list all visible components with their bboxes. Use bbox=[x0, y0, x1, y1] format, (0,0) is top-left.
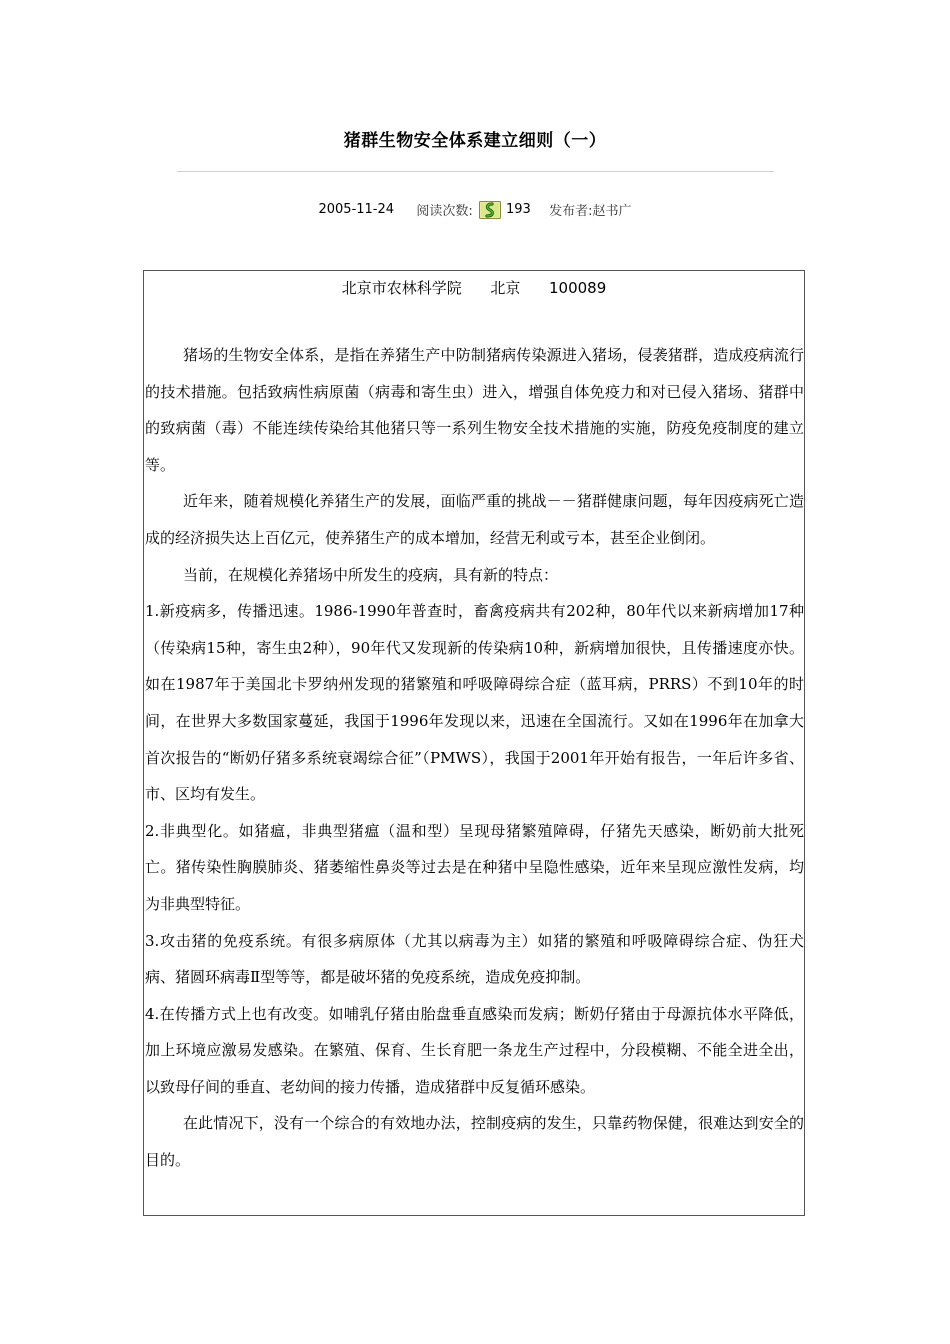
article-content-box bbox=[143, 270, 805, 1216]
reads-label: 阅读次数: bbox=[416, 204, 473, 219]
paragraph-features-lead: 当前，在规模化养猪场中所发生的疫病，具有新的特点： bbox=[183, 565, 559, 584]
reads-counter-icon bbox=[479, 201, 501, 219]
paragraph-feature-4: 4.在传播方式上也有改变。如哺乳仔猪由胎盘垂直感染而发病；断奶仔猪由于母源抗体水平降低，加上环境应激易发感染。在繁殖、保育、生长育肥一条龙生产过程中，分段模糊、不能全进全出，以致母仔间的垂直、老幼间的接力传播，造成猪群中反复循环感染。 bbox=[145, 1004, 804, 1096]
paragraph-intro: 猪场的生物安全体系，是指在养猪生产中防制猪病传染源进入猪场，侵袭猪群，造成疫病流行的技术措施。包括致病性病原菌（病毒和寄生虫）进入，增强自体免疫力和对已侵入猪场、猪群中的致病菌（毒）不能连续传染给其他猪只等一系列生物安全技术措施的实施，防疫免疫制度的建立等。 bbox=[145, 346, 804, 474]
publisher-name: 赵书广 bbox=[592, 204, 632, 219]
article-meta bbox=[0, 200, 950, 219]
paragraph-feature-3: 3.攻击猪的免疫系统。有很多病原体（尤其以病毒为主）如猪的繁殖和呼吸障碍综合症、伪狂犬病、猪圆环病毒Ⅱ型等等，都是破坏猪的免疫系统，造成免疫抑制。 bbox=[145, 931, 804, 987]
paragraph-feature-1: 1.新疫病多，传播迅速。1986-1990年普查时，畜禽疫病共有202种，80年代以来新病增加17种（传染病15种，寄生虫2种），90年代又发现新的传染病10种，新病增加很快，且传播速度亦快。如在1987年于美国北卡罗纳州发现的猪繁殖和呼吸障碍综合症（蓝耳病，PRRS）不到10年的时间，在世界大多数国家蔓延，我国于1996年发现以来，迅速在全国流行。又如在1996年在加拿大首次报告的“断奶仔猪多系统衰竭综合征”（PMWS），我国于2001年开始有报告，一年后许多省、市、区均有发生。 bbox=[145, 602, 804, 804]
paragraph-feature-2: 2.非典型化。如猪瘟，非典型猪瘟（温和型）呈现母猪繁殖障碍，仔猪先天感染，断奶前大批死亡。猪传染性胸膜肺炎、猪萎缩性鼻炎等过去是在种猪中呈隐性感染，近年来呈现应激性发病，均为非典型特征。 bbox=[145, 821, 804, 913]
paragraph-background: 近年来，随着规模化养猪生产的发展，面临严重的挑战－－猪群健康问题，每年因疫病死亡造成的经济损失达上百亿元，使养猪生产的成本增加，经营无利或亏本，甚至企业倒闭。 bbox=[145, 492, 804, 547]
paragraph-conclusion: 在此情况下，没有一个综合的有效地办法，控制疫病的发生，只靠药物保健，很难达到安全的目的。 bbox=[145, 1114, 804, 1170]
affiliation-city: 北京 bbox=[490, 279, 521, 297]
affiliation-institute: 北京市农林科学院 bbox=[341, 279, 462, 297]
author-affiliation bbox=[144, 277, 804, 298]
publisher-label: 发布者: bbox=[549, 204, 593, 219]
reads-count: 193 bbox=[506, 202, 531, 217]
article-title: 猪群生物安全体系建立细则（一） bbox=[343, 131, 607, 151]
article-body bbox=[145, 337, 804, 1179]
title-divider bbox=[177, 171, 774, 172]
publish-date: 2005-11-24 bbox=[318, 202, 395, 217]
affiliation-postcode: 100089 bbox=[548, 279, 607, 297]
